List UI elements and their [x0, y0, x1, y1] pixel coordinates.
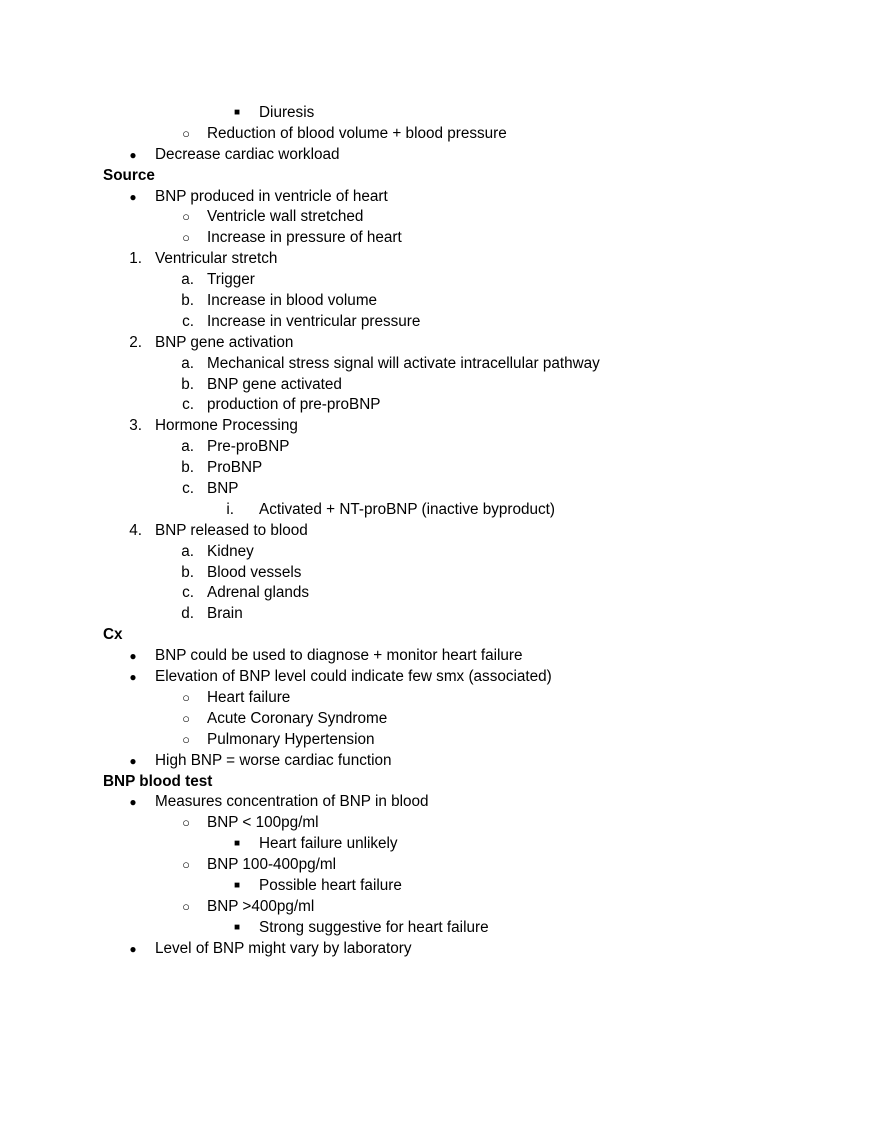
list-item	[0, 688, 880, 709]
list-number: a.	[181, 354, 194, 372]
list-item-text: Blood vessels	[207, 563, 302, 581]
list-item-text: Strong suggestive for heart failure	[259, 918, 489, 936]
list-number: b.	[181, 459, 194, 477]
bullet-icon: ○	[182, 815, 190, 831]
list-number: 1.	[129, 250, 142, 268]
list-item	[0, 792, 880, 813]
bullet-icon: ○	[182, 898, 190, 914]
list-number: d.	[181, 605, 194, 623]
list-item	[0, 249, 880, 270]
list-item-text: BNP released to blood	[155, 521, 308, 539]
list-item-text: Diuresis	[259, 104, 315, 121]
bullet-icon: ●	[129, 649, 137, 664]
bullet-icon: ●	[129, 147, 137, 162]
list-item	[0, 604, 880, 625]
list-item-text: Possible heart failure	[259, 876, 402, 894]
section-heading	[0, 625, 880, 646]
list-item	[0, 270, 880, 291]
list-item	[0, 918, 880, 939]
list-item-text: Increase in ventricular pressure	[207, 312, 421, 330]
list-item	[0, 395, 880, 416]
list-item-text: Increase in blood volume	[207, 292, 378, 310]
list-item	[0, 103, 880, 124]
list-item	[0, 876, 880, 897]
heading-text: Cx	[103, 626, 123, 644]
list-item	[0, 730, 880, 751]
bullet-icon: ●	[129, 753, 137, 768]
bullet-icon: ●	[129, 670, 137, 685]
list-number: b.	[181, 292, 194, 310]
list-item	[0, 291, 880, 312]
list-item	[0, 897, 880, 918]
list-item	[0, 207, 880, 228]
list-item	[0, 187, 880, 208]
bullet-icon: ○	[182, 209, 190, 225]
list-item-text: BNP gene activation	[155, 333, 294, 351]
list-item	[0, 751, 880, 772]
list-item-text: BNP produced in ventricle of heart	[155, 187, 388, 205]
list-item-text: Elevation of BNP level could indicate few smx (associated)	[155, 668, 552, 686]
list-item-text: Level of BNP might vary by laboratory	[155, 939, 412, 957]
list-item	[0, 416, 880, 437]
list-item-text: BNP 100-400pg/ml	[207, 856, 336, 874]
list-item	[0, 479, 880, 500]
bullet-icon: ●	[129, 941, 137, 956]
bullet-icon: ○	[182, 710, 190, 726]
list-item-text: Heart failure unlikely	[259, 835, 398, 853]
list-number: c.	[182, 480, 194, 498]
list-item	[0, 145, 880, 166]
list-item-text: Ventricle wall stretched	[207, 208, 364, 226]
list-item	[0, 939, 880, 960]
list-item-text: BNP >400pg/ml	[207, 897, 315, 915]
list-item-text: Ventricular stretch	[155, 250, 278, 268]
list-item	[0, 124, 880, 145]
list-item-text: BNP	[207, 480, 239, 498]
list-number: 4.	[129, 521, 142, 539]
list-item-text: Trigger	[207, 271, 255, 289]
list-item	[0, 333, 880, 354]
list-item-text: Adrenal glands	[207, 584, 310, 602]
section-heading	[0, 772, 880, 793]
bullet-icon: ■	[233, 879, 241, 891]
list-number: 2.	[129, 333, 142, 351]
list-item	[0, 855, 880, 876]
list-item-text: BNP < 100pg/ml	[207, 814, 319, 832]
list-item	[0, 646, 880, 667]
list-item	[0, 500, 880, 521]
bullet-icon: ■	[233, 921, 241, 933]
list-item-text: High BNP = worse cardiac function	[155, 751, 392, 769]
list-item-text: Measures concentration of BNP in blood	[155, 793, 429, 811]
list-number: 3.	[129, 417, 142, 435]
list-number: b.	[181, 563, 194, 581]
list-item	[0, 583, 880, 604]
heading-text: BNP blood test	[103, 772, 213, 790]
section-heading	[0, 166, 880, 187]
document-body	[0, 103, 880, 960]
list-item-text: Pre-proBNP	[207, 438, 290, 456]
list-item	[0, 354, 880, 375]
list-item-text: ProBNP	[207, 459, 263, 477]
bullet-icon: ○	[182, 689, 190, 705]
list-item-text: Decrease cardiac workload	[155, 145, 340, 163]
list-item-text: production of pre-proBNP	[207, 396, 381, 414]
bullet-icon: ■	[233, 107, 241, 118]
list-item-text: Acute Coronary Syndrome	[207, 709, 388, 727]
bullet-icon: ○	[182, 125, 190, 141]
list-number: a.	[181, 438, 194, 456]
list-number: i.	[226, 500, 234, 518]
list-item-text: Reduction of blood volume + blood pressure	[207, 124, 507, 142]
list-item	[0, 375, 880, 396]
list-number: a.	[181, 271, 194, 289]
list-item	[0, 667, 880, 688]
list-item-text: Hormone Processing	[155, 417, 298, 435]
list-item-text: Activated + NT-proBNP (inactive byproduct)	[259, 500, 556, 518]
list-item-text: Mechanical stress signal will activate intracellular pathway	[207, 354, 600, 372]
bullet-icon: ●	[129, 795, 137, 810]
list-item	[0, 709, 880, 730]
list-number: a.	[181, 542, 194, 560]
list-item	[0, 834, 880, 855]
heading-text: Source	[103, 166, 155, 184]
bullet-icon: ■	[233, 838, 241, 850]
bullet-icon: ○	[182, 230, 190, 246]
list-item	[0, 228, 880, 249]
list-item	[0, 542, 880, 563]
bullet-icon: ○	[182, 731, 190, 747]
list-item	[0, 813, 880, 834]
bullet-icon: ○	[182, 857, 190, 873]
list-item-text: BNP could be used to diagnose + monitor heart failure	[155, 647, 523, 665]
list-number: b.	[181, 375, 194, 393]
list-item	[0, 458, 880, 479]
list-item	[0, 312, 880, 333]
list-item	[0, 437, 880, 458]
list-item-text: Increase in pressure of heart	[207, 229, 402, 247]
list-number: c.	[182, 396, 194, 414]
list-item	[0, 521, 880, 542]
list-item-text: Pulmonary Hypertension	[207, 730, 375, 748]
list-item-text: BNP gene activated	[207, 375, 342, 393]
list-number: c.	[182, 584, 194, 602]
list-item-text: Brain	[207, 605, 243, 623]
list-item-text: Heart failure	[207, 688, 291, 706]
list-number: c.	[182, 312, 194, 330]
list-item-text: Kidney	[207, 542, 254, 560]
list-item	[0, 563, 880, 584]
bullet-icon: ●	[129, 189, 137, 204]
